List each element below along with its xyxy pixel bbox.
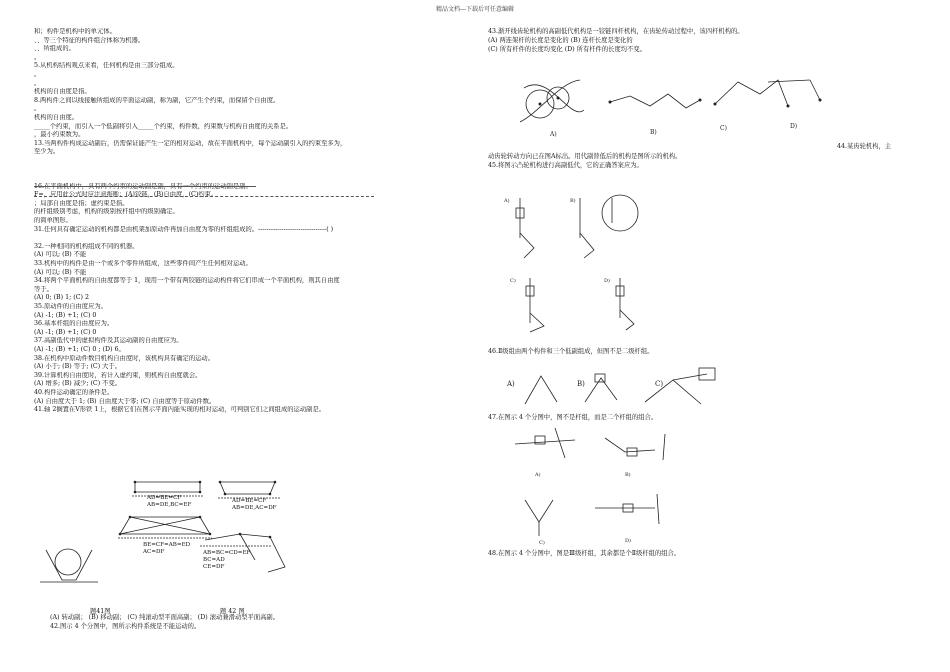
text-line: 动齿轮转动方向已在图A标出。用代副替低后的机构是图所示的机构。	[488, 153, 682, 160]
q41-options: (A) 转动副； (B) 移动副； (C) 纯滚动型平面高副； (D) 滚动兼滑动型平面高副。	[50, 614, 280, 621]
text-line: (A) 增多; (B) 减少; (C) 不变。	[34, 380, 122, 388]
text-line: 5.从机构结构观点来看，任何机构是由三部分组成。	[34, 62, 179, 70]
q46-text: 46.Ⅱ级组由两个构件和三个低副组成，但图不是二级杆组。	[488, 348, 654, 355]
text-line: (A) 可以; (B) 不能	[34, 268, 87, 276]
text-line: 38.在机构中原动件数目机构自由度时，该机构具有确定的运动。	[34, 354, 215, 362]
fig44-label-c: C)	[720, 125, 727, 132]
text-line: (A) 可以; (B) 不能	[34, 251, 87, 259]
figure-42-label: 题 42 图	[220, 608, 245, 615]
left-column	[34, 28, 454, 415]
text-line: (A) -1; (B) +1; (C) 0	[34, 311, 97, 319]
figure-47-link-groups	[505, 428, 685, 546]
fig45-label-a: A)	[504, 198, 510, 204]
text-line: 40.构件运动确定的条件是。	[34, 388, 114, 396]
text-line: 33.机构中的构件是由一个或多个零件所组成，这些零件间产生任何相对运动。	[34, 260, 252, 268]
text-line: 和；构件是机构中的单元体。	[34, 28, 116, 35]
page-header: 精品文档---下载后可任意编辑	[435, 6, 515, 13]
text-line: _____个约束，而引入一个低副将引入_____个约束，构件数，约束数与机构自由度的关系是。	[34, 122, 293, 130]
text-line: 、、等三个特征的构件组合体称为机器。	[34, 36, 145, 44]
text-line: 43.渐开线齿轮机构的高副低代机构是一铰链四杆机构，在齿轮传动过程中，该四杆机构的。	[488, 28, 744, 35]
fig46-label-b: B)	[577, 380, 585, 388]
fig45-label-b: B)	[570, 198, 576, 204]
fig46-label-a: A)	[507, 380, 515, 388]
text-line: 机构的自由度是指。	[34, 88, 91, 96]
text-line	[34, 174, 454, 183]
text-line: 。	[34, 53, 41, 61]
text-line: 13.当两构件构成运动副后，仍需保证能产生一定的相对运动，故在平面机构中，每个运动副引入的约束至多为，	[34, 139, 347, 147]
fig42-note: BC=AD	[203, 557, 225, 563]
fig47-label-c: C)	[539, 540, 545, 546]
figure-41-42-diagrams	[40, 462, 310, 604]
text-line: (C) 所有杆件的长度均变化 (D) 所有杆件的长度均不变。	[488, 46, 646, 53]
q47-text: 47.在图示 4 个分图中，图不是杆组，而是二个杆组的组合。	[488, 414, 658, 421]
q48-text: 48.在图示 4 个分图中，图是Ⅲ级杆组，其余都是个Ⅱ级杆组的组合。	[488, 550, 681, 557]
text-line: 8.两构件之间以线接触所组成的平面运动副，称为副，它产生个约束，而保留个自由度。	[34, 96, 280, 104]
text-line: ，最小约束数为。	[34, 131, 85, 139]
fig44-label-a: A)	[550, 131, 557, 138]
text-line: (A) 自由度大于 1; (B) 自由度大于零; (C) 自由度等于原动件数。	[34, 397, 216, 405]
text-line: 32.一种相同的机构组成不同的机器。	[34, 242, 139, 250]
text-line: (A) -1; (B) +1; (C) 0 ; (D) 6。	[34, 345, 125, 353]
text-line: 36.基本杆组的自由度应为。	[34, 320, 114, 328]
text-line: (A) -1; (B) +1; (C) 0	[34, 328, 97, 336]
blank-line	[34, 196, 374, 197]
text-line: 31.任何具有确定运动的机构都是由机架加原动件再加自由度为零的杆组组成的。--------------------------------( )	[34, 225, 334, 233]
text-line: 16.在平面机构中，具有两个约束的运动副是副，具有一个约束的运动副是副。	[34, 182, 252, 190]
blank-line	[34, 186, 256, 187]
text-line: 35.原动件的自由度应为。	[34, 303, 107, 310]
text-line: 41.轴 2搁置在V形铁 1上，根据它们在图示平面内能实现的相对运动，可判别它们之间组成的运动副是。	[34, 406, 326, 414]
fig45-label-c: C)	[510, 278, 516, 284]
text-line	[34, 157, 454, 166]
fig45-label-d: D)	[604, 278, 610, 284]
text-line: 34.将两个平面机构的自由度都等于 1，现用一个带有两铰链的运动构件将它们串成一个平面机构，则其自由度	[34, 277, 340, 285]
figure-45-cam-mechanisms	[500, 178, 700, 338]
text-line: 45.将图示凸轮机构进行高副低代，它的正确答案应为。	[488, 162, 643, 169]
text-line: 44.某齿轮机构，主	[837, 143, 892, 150]
text-line: 至少为。	[34, 148, 60, 156]
figure-41-label: 题41图	[90, 608, 111, 615]
fig42-note: AB=BC=CD=EF	[203, 550, 251, 556]
text-line	[34, 234, 454, 243]
fig42-note: AB=DE,AC=DF	[232, 505, 277, 511]
text-line: 。	[34, 70, 41, 78]
text-line: (A) 两连架杆的长度是变化的 (B) 连杆长度是变化的	[488, 37, 633, 44]
text-line: (A) 小于; (B) 等于; (C) 大于。	[34, 363, 122, 371]
fig44-label-b: B)	[650, 129, 657, 136]
fig42-note: AC=DF	[143, 549, 165, 555]
fig42-note: AB=DE,BC=EF	[147, 502, 192, 508]
fig47-label-b: B)	[625, 472, 631, 478]
text-line: 。	[34, 105, 41, 113]
text-line: ；局部自由度是指；虚约束是指。	[34, 199, 129, 207]
figure-46-link-groups	[505, 364, 745, 412]
fig42-note: AD=BE=CF	[147, 495, 182, 501]
text-line: 的简单图形。	[34, 217, 72, 225]
q42-text: 42.图示 4 个分图中，图所示构件系统是不能运动的。	[50, 623, 201, 630]
text-line: 的杆组级别考虑，机构的级别按杆组中的级别确定。	[34, 208, 179, 216]
fig42-note: CE=DF	[203, 564, 225, 570]
fig46-label-c: C)	[655, 380, 664, 388]
figure-44-gear-mechanisms	[510, 62, 830, 140]
text-line: 机构的自由度。	[34, 113, 79, 121]
fig42-note: AD=BE=CF	[232, 498, 267, 504]
text-line: (A) 0; (B) 1; (C) 2	[34, 294, 90, 302]
fig42-note: BE=CF=AB=ED	[143, 542, 191, 548]
fig44-label-d: D)	[790, 123, 798, 130]
fig47-label-a: A)	[535, 472, 541, 478]
text-line	[34, 166, 454, 175]
text-line: 39.计算机构自由度时，若计入虚约束，则机构自由度就会。	[34, 371, 202, 379]
fig47-label-d: D)	[625, 538, 631, 544]
text-line: 。	[34, 79, 41, 87]
text-line: F=，应用此公式时应注意推断：(A)铰链，(B)自由度，(C)约束。	[34, 191, 218, 199]
text-line: 、、所组成的。	[34, 45, 75, 53]
text-line: 37.高副低代中的虚拟构件及其运动副的自由度应为。	[34, 337, 183, 345]
text-line: 等于。	[34, 285, 53, 293]
